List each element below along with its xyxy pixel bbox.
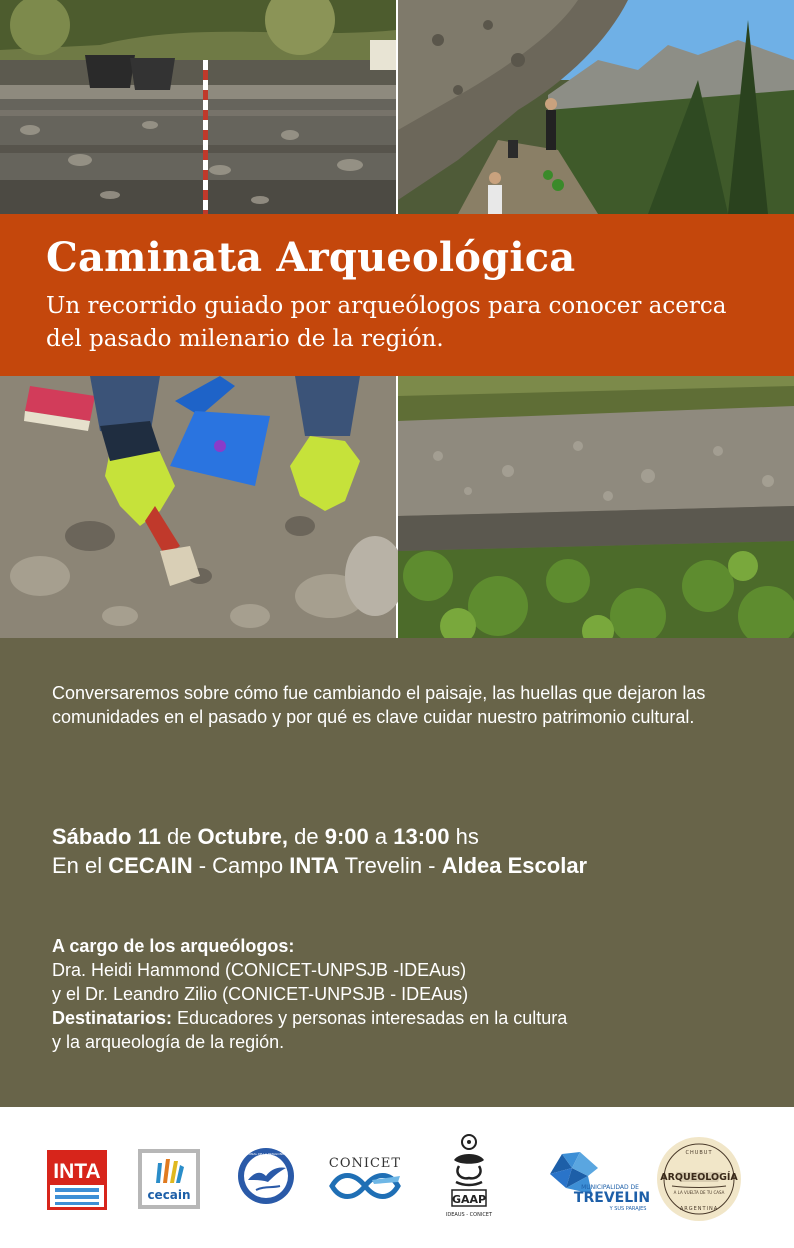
audience-line: Destinatarios: Educadores y personas interesadas en la cultura [52, 1008, 568, 1028]
event-subtitle: Un recorrido guiado por arqueólogos para conocer acerca del pasado milenario de la región. [46, 293, 727, 352]
municipalidad-trevelin-logo [548, 1146, 651, 1212]
svg-text:INTA: INTA [53, 1160, 101, 1183]
staff-line-1: Dra. Heidi Hammond (CONICET-UNPSJB -IDEAus) [52, 960, 467, 980]
svg-text:cecain: cecain [147, 1188, 191, 1202]
inta-logo [47, 1150, 107, 1210]
gaap-logo [444, 1130, 494, 1222]
svg-text:MUNICIPALIDAD DE: MUNICIPALIDAD DE [581, 1184, 639, 1191]
staff-line-2: y el Dr. Leandro Zilio (CONICET-UNPSJB - IDEAus) [52, 984, 469, 1004]
svg-text:CHUBUT: CHUBUT [685, 1150, 713, 1156]
svg-text:ARQUEOLOGÍA: ARQUEOLOGÍA [660, 1172, 738, 1183]
date-place-block [52, 822, 587, 880]
staff-heading: A cargo de los arqueólogos: [52, 936, 295, 956]
arqueologia-chubut-badge [656, 1136, 742, 1222]
hands-brushing-soil-photo [0, 376, 396, 638]
svg-text:IDEAUS - CONICET: IDEAUS - CONICET [445, 1212, 493, 1218]
unpsjb-seal-logo [219, 1146, 313, 1206]
svg-text:TREVELIN: TREVELIN [573, 1190, 651, 1206]
cecain-logo [138, 1149, 200, 1209]
svg-text:ARGENTINA: ARGENTINA [679, 1206, 719, 1212]
svg-text:CONICET: CONICET [328, 1156, 402, 1171]
svg-text:GAAP: GAAP [451, 1193, 487, 1206]
svg-text:A LA VUELTA DE TU CASA: A LA VUELTA DE TU CASA [673, 1190, 725, 1195]
event-place: En el CECAIN - Campo INTA Trevelin - Aldea Escolar [52, 853, 588, 878]
excavation-trench-photo [0, 0, 396, 214]
svg-text:Y SUS PARAJES: Y SUS PARAJES [609, 1206, 647, 1212]
svg-text:UNIVERSIDAD NACIONAL DE LA PAT: UNIVERSIDAD NACIONAL DE LA PATAGONIA SAN JUAN BOSCO [219, 1152, 313, 1156]
rock-shelter-excavation-photo [398, 0, 794, 214]
conicet-logo [322, 1150, 408, 1206]
event-date: Sábado 11 de Octubre, de 9:00 a 13:00 hs [52, 824, 479, 849]
stratified-cliff-photo [398, 376, 794, 638]
audience-line-2: y la arqueología de la región. [52, 1032, 285, 1052]
staff-block [52, 934, 567, 1054]
event-title: Caminata Arqueológica [46, 234, 576, 281]
event-description: Conversaremos sobre cómo fue cambiando el paisaje, las huellas que dejaron las comunidades en el pasado y por qué es clave cuidar nuestro patrimonio cultural. [52, 683, 706, 727]
